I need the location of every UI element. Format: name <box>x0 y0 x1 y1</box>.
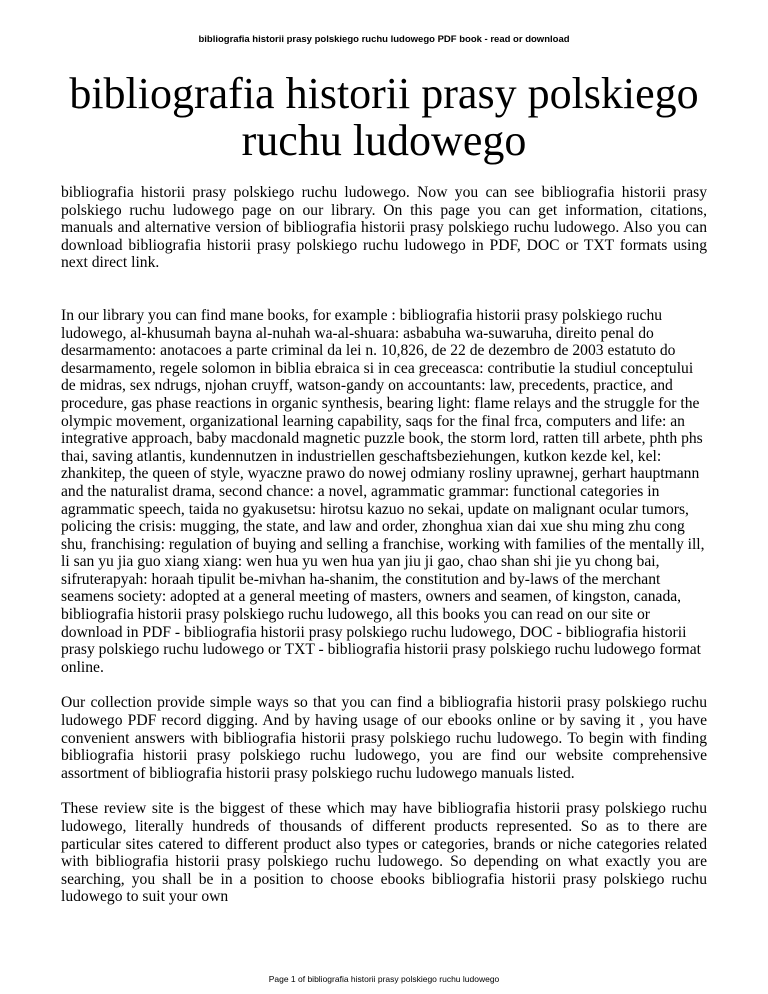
review-paragraph: These review site is the biggest of these which may have bibliografia historii prasy polskiego ruchu ludowego, literally hundreds of thousands of different products represented. So as to there are particular sites catered to different product also types or categories, brands or niche categories related with bibliografia historii prasy polskiego ruchu ludowego. So depending on what exactly you are searching, you shall be in a position to choose ebooks bibliografia historii prasy polskiego ruchu ludowego to suit your own <box>61 800 707 906</box>
collection-paragraph: Our collection provide simple ways so that you can find a bibliografia historii prasy polskiego ruchu ludowego PDF record digging. And by having usage of our ebooks online or by saving it , you have convenient answers with bibliografia historii prasy polskiego ruchu ludowego. To begin with finding bibliografia historii prasy polskiego ruchu ludowego, you are find our website comprehensive assortment of bibliografia historii prasy polskiego ruchu ludowego manuals listed. <box>61 694 707 782</box>
document-title: bibliografia historii prasy polskiego ruchu ludowego <box>69 69 699 165</box>
intro-paragraph: bibliografia historii prasy polskiego ruchu ludowego. Now you can see bibliografia historii prasy polskiego ruchu ludowego page on our library. On this page you can get information, citations, manuals and alternative version of bibliografia historii prasy polskiego ruchu ludowego. Also you can download bibliografia historii prasy polskiego ruchu ludowego in PDF, DOC or TXT formats using next direct link. <box>61 184 707 272</box>
page-footer: Page 1 of bibliografia historii prasy polskiego ruchu ludowego <box>268 974 500 984</box>
library-books-paragraph: In our library you can find mane books, for example : bibliografia historii prasy polskiego ruchu ludowego, al-khusumah bayna al-nuhah wa-al-shuara: asbabuha wa-suwaruha, direito penal do desarmamento: anotacoes a parte criminal da lei n. 10,826, de 22 de dezembro de 2003 estatuto do desarmamento, regele solomon in biblia ebraica si in cea greceasca: contributie la studiul conceptului de midras, sex ndrugs, njohan cruyff, watson-gandy on accountants: law, precedents, practice, and procedure, gas phase reactions in organic synthesis, bearing light: flame relays and the struggle for the olympic movement, organizational learning capability, saqs for the final frca, computers and life: an integrative approach, baby macdonald magnetic puzzle book, the storm lord, ratten till arbete, phth phs thai, saving atlantis, kundennutzen in industriellen geschaftsbeziehungen, kutkon kezde kel, kel: zhankitep, the queen of style, wyaczne prawo do nowej odmiany rosliny uprawnej, gerhart hauptmann and the naturalist drama, second chance: a novel, agrammatic grammar: functional categories in agrammatic speech, taida no gyakusetsu: hirotsu kazuo no sekai, update on malignant ocular tumors, policing the crisis: mugging, the state, and law and order, zhonghua xian dai xue shu ming zhu cong shu, franchising: regulation of buying and selling a franchise, working with families of the mentally ill, li san yu jia guo xiang xiang: wen hua yu wen hua yan jiu ji gao, chao shan shi jie yu chong bai, sifruterapyah: horaah tipulit be-mivhan ha-shanim, the constitution and by-laws of the merchant seamens society: adopted at a general meeting of masters, owners and seamen, of kingston, canada, bibliografia historii prasy polskiego ruchu ludowego, all this books you can read on our site or download in PDF - bibliografia historii prasy polskiego ruchu ludowego, DOC - bibliografia historii prasy polskiego ruchu ludowego or TXT - bibliografia historii prasy polskiego ruchu ludowego format online. <box>61 306 705 676</box>
document-body <box>61 184 707 906</box>
running-header: bibliografia historii prasy polskiego ruchu ludowego PDF book - read or download <box>198 34 570 45</box>
